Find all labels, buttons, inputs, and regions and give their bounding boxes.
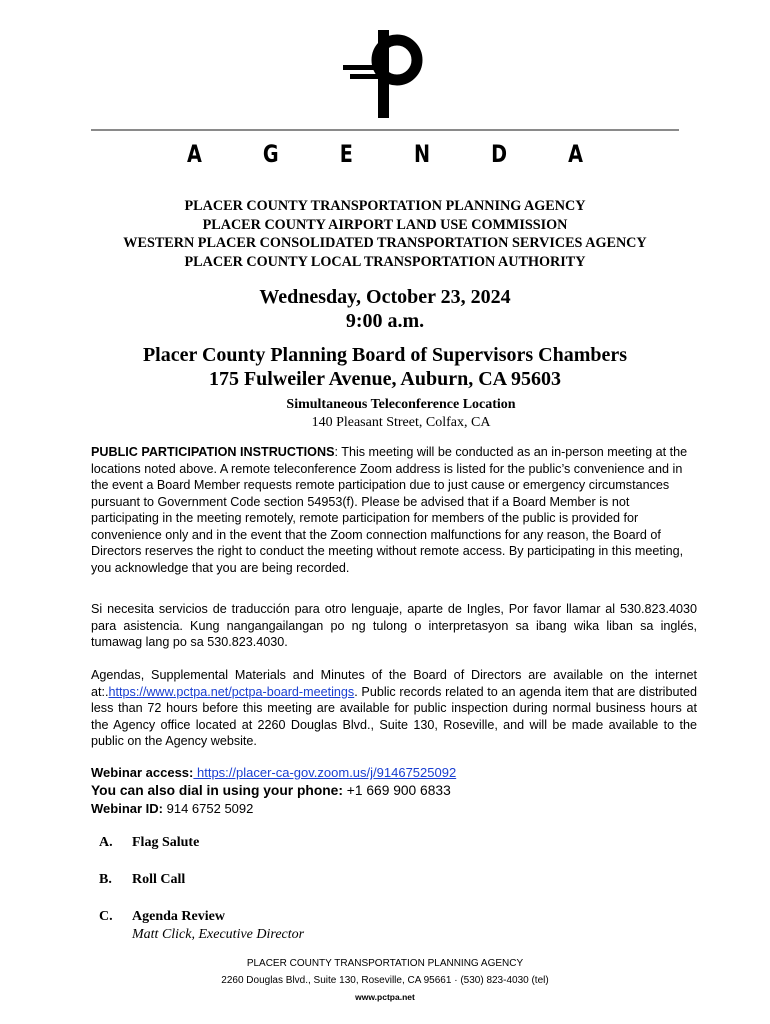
teleconference-location: [0, 396, 770, 432]
public-participation-paragraph: [91, 444, 697, 576]
agency-name: PLACER COUNTY TRANSPORTATION PLANNING AGENCY: [184, 198, 586, 214]
materials-text-before: Agendas, Supplemental Materials and Minutes of the Board of Directors are available on the internet at:.: [91, 668, 697, 699]
location-address: 175 Fulweiler Avenue, Auburn, CA 95603: [208, 368, 562, 390]
meeting-time: 9:00 a.m.: [345, 310, 425, 332]
webinar-id-label: Webinar ID:: [91, 801, 163, 816]
agenda-item-letter: A.: [99, 835, 113, 850]
header-divider: [91, 129, 679, 131]
footer-address: 2260 Douglas Blvd., Suite 130, Roseville, CA 95661 · (530) 823-4030 (tel): [221, 975, 549, 986]
webinar-info: [91, 764, 691, 818]
agenda-item-presenter: Matt Click, Executive Director: [132, 927, 305, 942]
board-meetings-link[interactable]: https://www.pctpa.net/pctpa-board-meetings: [108, 684, 355, 699]
translation-text: Si necesita servicios de traducción para otro lenguaje, aparte de Ingles, Por favor llamar al 530.823.4030 para asistencia. Kung nangangailangan po ng tulong o interpretasyon sa ibang wika liban sa inglés, tumawag lang po sa 530.823.4030.: [91, 602, 697, 649]
public-participation-text: : This meeting will be conducted as an in-person meeting at the locations noted above. A remote teleconference Zoom address is listed for the public’s convenience and in the event a Board Member requests remote participation due to just cause or emergency circumstances pursuant to Government Code section 54953(f). Please be advised that if a Board Member is not participating in the meeting remotely, remote participation for members of the public is provided for convenience only and in the event that the Zoom connection malfunctions for any reason, the Board of Directors reserves the right to conduct the meeting without remote access. By participating in this meeting, you acknowledge that you are being recorded.: [91, 445, 688, 575]
translation-paragraph: [91, 601, 697, 651]
agenda-item-letter: B.: [99, 872, 112, 887]
agenda-item-label: Flag Salute: [132, 835, 200, 850]
teleconference-heading: Simultaneous Teleconference Location: [286, 397, 516, 412]
webinar-access-line: [91, 764, 691, 782]
agency-name: WESTERN PLACER CONSOLIDATED TRANSPORTATION SERVICES AGENCY: [123, 235, 647, 251]
footer-org: PLACER COUNTY TRANSPORTATION PLANNING AGENCY: [246, 958, 524, 969]
webinar-id-line: [91, 800, 691, 818]
pctpa-logo-icon: [340, 30, 430, 120]
meeting-location: [0, 343, 770, 391]
webinar-phone-line: [91, 782, 691, 800]
webinar-access-label: Webinar access:: [91, 765, 194, 780]
meeting-datetime: [0, 285, 770, 333]
materials-text-after: . Public records related to an agenda item that are distributed less than 72 hours before this meeting are available for public inspection during normal business hours at the Agency office located at 2260 Douglas Blvd., Suite 130, Roseville, and will be made available to the public on the Agency website.: [91, 684, 697, 748]
agency-name: PLACER COUNTY AIRPORT LAND USE COMMISSION: [202, 216, 568, 233]
webinar-id-value: 914 6752 5092: [163, 801, 254, 816]
materials-paragraph: [91, 667, 697, 750]
webinar-phone-number: +1 669 900 6833: [342, 783, 451, 798]
page-footer: [0, 955, 770, 1006]
location-name: Placer County Planning Board of Supervisors Chambers: [142, 344, 628, 366]
webinar-zoom-link[interactable]: https://placer-ca-gov.zoom.us/j/91467525092: [193, 765, 457, 780]
webinar-phone-label: You can also dial in using your phone:: [91, 783, 343, 798]
teleconference-address: 140 Pleasant Street, Colfax, CA: [311, 415, 491, 430]
agenda-item-label: Agenda Review: [132, 909, 225, 924]
agency-list: [0, 197, 770, 271]
agenda-title: A G E N D A: [186, 140, 611, 168]
agenda-item-label: Roll Call: [132, 872, 186, 887]
meeting-date: Wednesday, October 23, 2024: [259, 286, 511, 308]
agency-name: PLACER COUNTY LOCAL TRANSPORTATION AUTHORITY: [184, 253, 586, 270]
agenda-item-letter: C.: [99, 909, 113, 924]
footer-website: www.pctpa.net: [355, 992, 415, 1002]
public-participation-heading: PUBLIC PARTICIPATION INSTRUCTIONS: [91, 445, 335, 459]
